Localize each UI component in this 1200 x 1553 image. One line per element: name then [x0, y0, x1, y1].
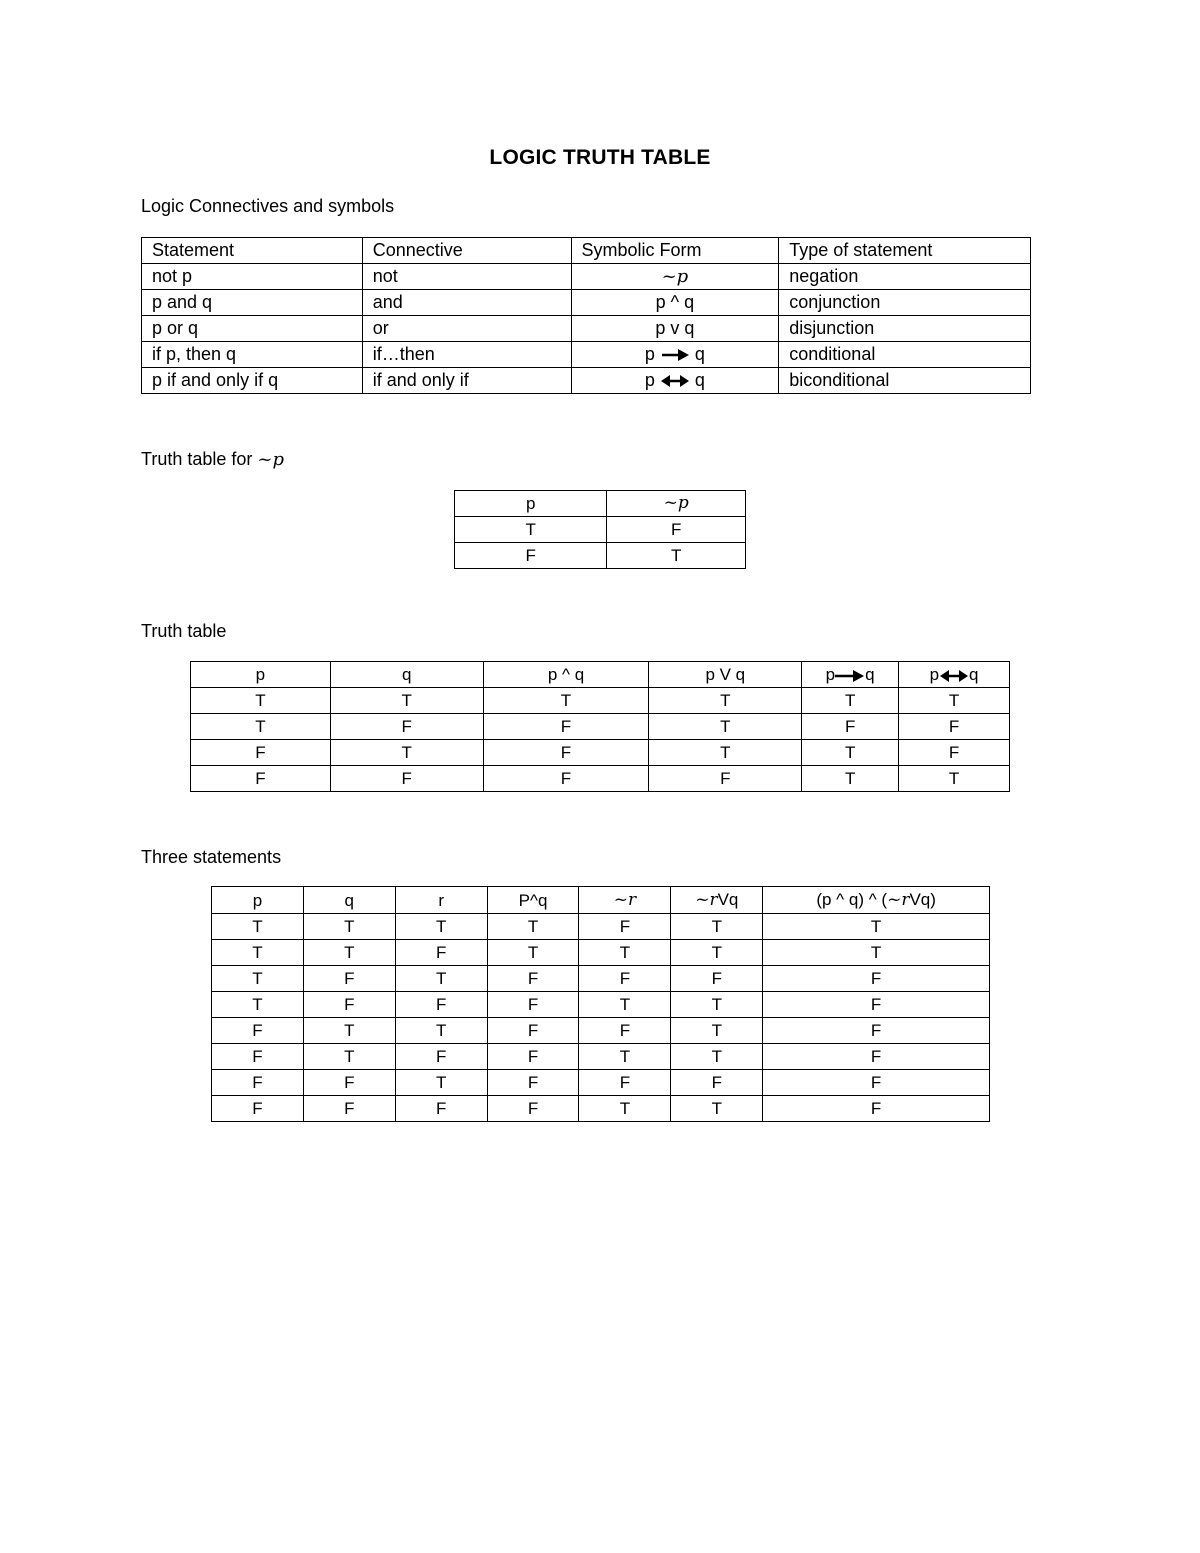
header-cell: p ^ q [483, 662, 649, 688]
table-cell: T [191, 688, 331, 714]
table-cell [571, 368, 779, 394]
table-cell: F [487, 1070, 579, 1096]
table-row [455, 543, 746, 569]
table-cell: disjunction [779, 316, 1031, 342]
table-cell: F [763, 1018, 990, 1044]
table-cell: T [607, 543, 746, 569]
table-cell: F [330, 714, 483, 740]
table-cell: F [763, 1070, 990, 1096]
expr-part: Vq) [909, 890, 936, 909]
header-cell: Symbolic Form [571, 238, 779, 264]
table-cell: F [212, 1096, 304, 1122]
table-row [142, 264, 1031, 290]
table-row [212, 966, 990, 992]
table-cell: p and q [142, 290, 363, 316]
symbol: ~r [695, 890, 718, 910]
table-cell: T [395, 966, 487, 992]
header-cell: Type of statement [779, 238, 1031, 264]
table-cell: T [212, 992, 304, 1018]
table-cell: T [802, 688, 899, 714]
table-cell: F [395, 1044, 487, 1070]
negation-heading [141, 449, 284, 470]
table-cell: T [303, 940, 395, 966]
table-cell: T [303, 914, 395, 940]
header-cell [763, 887, 990, 914]
table-cell: T [671, 1096, 763, 1122]
table-cell: F [395, 992, 487, 1018]
header-cell [899, 662, 1010, 688]
table-cell [571, 342, 779, 368]
table-cell: T [579, 1044, 671, 1070]
table-cell: F [579, 966, 671, 992]
table-header-row [191, 662, 1010, 688]
table-cell: F [763, 1044, 990, 1070]
table-cell: T [579, 940, 671, 966]
table-cell: T [455, 517, 607, 543]
table-row [212, 914, 990, 940]
connectives-table [141, 237, 1031, 394]
expr-part: (p ^ q) ^ ( [816, 890, 888, 909]
table-cell: F [487, 1044, 579, 1070]
table-cell: F [303, 992, 395, 1018]
table-cell: F [483, 714, 649, 740]
header-cell: Connective [362, 238, 571, 264]
header-cell: P^q [487, 887, 579, 914]
table-cell: F [671, 966, 763, 992]
table-row [212, 992, 990, 1018]
table-cell: T [303, 1044, 395, 1070]
table-cell: T [671, 1044, 763, 1070]
table-cell: F [487, 1096, 579, 1122]
table-cell: if…then [362, 342, 571, 368]
table-cell: T [330, 688, 483, 714]
table-row [191, 740, 1010, 766]
table-row [212, 940, 990, 966]
table-row [142, 368, 1031, 394]
table-cell: T [330, 740, 483, 766]
table-cell: F [671, 1070, 763, 1096]
table-cell: F [483, 766, 649, 792]
symbol-left: p [929, 665, 940, 684]
table-cell: T [899, 688, 1010, 714]
table-cell: F [899, 740, 1010, 766]
table-cell: p ^ q [571, 290, 779, 316]
symbol: ~r [887, 890, 910, 910]
header-cell: p [191, 662, 331, 688]
table-cell: if and only if [362, 368, 571, 394]
table-cell: F [579, 1070, 671, 1096]
table-cell: T [395, 1070, 487, 1096]
table-cell: and [362, 290, 571, 316]
negation-truth-table [454, 490, 746, 569]
symbol-left: p [644, 344, 655, 364]
header-cell: p [455, 491, 607, 517]
table-cell: F [579, 914, 671, 940]
table-cell: T [671, 940, 763, 966]
symbol-left: p [644, 370, 655, 390]
table-cell: T [802, 740, 899, 766]
table-cell: T [649, 688, 802, 714]
table-cell: F [191, 766, 331, 792]
table-cell: ~p [571, 264, 779, 290]
truth-table-heading: Truth table [141, 621, 227, 641]
table-cell: conditional [779, 342, 1031, 368]
table-cell: F [763, 1096, 990, 1122]
table-row [142, 342, 1031, 368]
header-cell [671, 887, 763, 914]
heading-symbol: ~p [257, 449, 284, 470]
right-arrow-icon [660, 348, 690, 362]
table-cell: T [579, 992, 671, 1018]
table-cell: T [649, 740, 802, 766]
header-cell: q [303, 887, 395, 914]
table-cell: F [607, 517, 746, 543]
page-title: LOGIC TRUTH TABLE [489, 146, 711, 169]
table-cell: T [395, 914, 487, 940]
table-cell: F [899, 714, 1010, 740]
header-cell: ~p [607, 491, 746, 517]
three-variable-truth-table [211, 886, 990, 1122]
table-cell: T [303, 1018, 395, 1044]
table-row [142, 290, 1031, 316]
table-row [191, 688, 1010, 714]
symbol-right: q [865, 665, 875, 684]
header-cell: q [330, 662, 483, 688]
table-row [212, 1070, 990, 1096]
table-cell: T [212, 966, 304, 992]
table-cell: F [191, 740, 331, 766]
table-header-row [142, 238, 1031, 264]
table-cell: p if and only if q [142, 368, 363, 394]
table-cell: F [212, 1044, 304, 1070]
table-cell: T [763, 940, 990, 966]
table-row [142, 316, 1031, 342]
table-cell: F [763, 966, 990, 992]
table-cell: F [303, 1070, 395, 1096]
table-cell: F [455, 543, 607, 569]
table-cell: if p, then q [142, 342, 363, 368]
table-cell: F [303, 966, 395, 992]
header-cell: r [395, 887, 487, 914]
table-cell: F [649, 766, 802, 792]
table-cell: not p [142, 264, 363, 290]
header-cell: p V q [649, 662, 802, 688]
symbol-right: q [694, 370, 705, 390]
table-cell: F [330, 766, 483, 792]
table-cell: p or q [142, 316, 363, 342]
table-cell: T [763, 914, 990, 940]
header-cell: ~r [579, 887, 671, 914]
table-cell: F [395, 1096, 487, 1122]
table-cell: F [483, 740, 649, 766]
symbol-rest: Vq [717, 890, 739, 909]
table-cell: F [802, 714, 899, 740]
table-cell: T [671, 914, 763, 940]
table-cell: T [212, 914, 304, 940]
table-cell: F [487, 966, 579, 992]
header-cell [802, 662, 899, 688]
heading-text: Truth table for [141, 449, 258, 469]
table-cell: p v q [571, 316, 779, 342]
table-header-row [455, 491, 746, 517]
table-cell: or [362, 316, 571, 342]
table-cell: T [212, 940, 304, 966]
symbol-right: q [969, 665, 979, 684]
table-cell: T [671, 1018, 763, 1044]
table-row [212, 1096, 990, 1122]
two-variable-truth-table [190, 661, 1010, 792]
table-cell: T [671, 992, 763, 1018]
table-cell: biconditional [779, 368, 1031, 394]
table-cell: F [212, 1018, 304, 1044]
table-cell: T [483, 688, 649, 714]
symbol-right: q [694, 344, 705, 364]
table-cell: T [899, 766, 1010, 792]
three-statements-heading: Three statements [141, 847, 282, 867]
table-cell: F [763, 992, 990, 1018]
table-row [212, 1044, 990, 1070]
table-cell: T [649, 714, 802, 740]
table-cell: T [191, 714, 331, 740]
double-arrow-icon [939, 669, 969, 683]
table-row [212, 1018, 990, 1044]
table-cell: F [579, 1018, 671, 1044]
table-cell: F [303, 1096, 395, 1122]
table-cell: F [212, 1070, 304, 1096]
table-cell: F [487, 1018, 579, 1044]
table-cell: conjunction [779, 290, 1031, 316]
table-cell: T [395, 1018, 487, 1044]
table-row [455, 517, 746, 543]
table-header-row [212, 887, 990, 914]
table-cell: T [487, 940, 579, 966]
table-cell: T [802, 766, 899, 792]
table-cell: not [362, 264, 571, 290]
table-cell: T [487, 914, 579, 940]
symbol-left: p [825, 665, 836, 684]
header-cell: p [212, 887, 304, 914]
table-row [191, 766, 1010, 792]
header-cell: Statement [142, 238, 363, 264]
table-cell: T [579, 1096, 671, 1122]
double-arrow-icon [660, 374, 690, 388]
table-row [191, 714, 1010, 740]
right-arrow-icon [835, 669, 865, 683]
connectives-heading: Logic Connectives and symbols [141, 196, 395, 216]
table-cell: F [395, 940, 487, 966]
table-cell: negation [779, 264, 1031, 290]
table-cell: F [487, 992, 579, 1018]
